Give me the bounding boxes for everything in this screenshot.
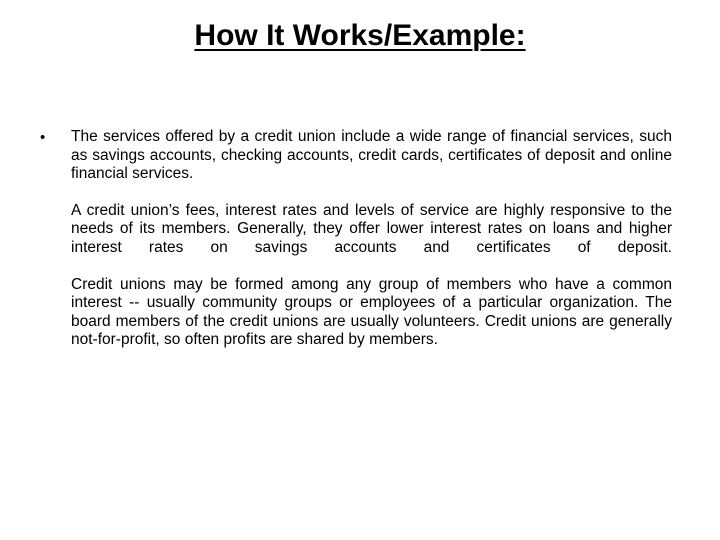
paragraph-services: The services offered by a credit union include a wide range of financial services, such as savings accounts, checking accounts, credit cards, certificates of deposit and online financial services. bbox=[71, 128, 672, 183]
paragraph-formation: Credit unions may be formed among any group of members who have a common interest -- usually community groups or employees of a particular organization. The board members of the credit unions are usually volunteers. Credit unions are generally not-for-profit, so often profits are shared by members. bbox=[71, 275, 672, 349]
slide-content bbox=[40, 128, 672, 368]
bullet-item bbox=[40, 128, 672, 350]
paragraph-fees: A credit union’s fees, interest rates and levels of service are highly responsive to the needs of its members. Generally, they offer lower interest rates on loans and higher interest rates on savings accounts and certificates of deposit. bbox=[71, 201, 672, 256]
bullet-icon: • bbox=[40, 129, 46, 146]
slide-title: How It Works/Example: bbox=[194, 19, 526, 52]
